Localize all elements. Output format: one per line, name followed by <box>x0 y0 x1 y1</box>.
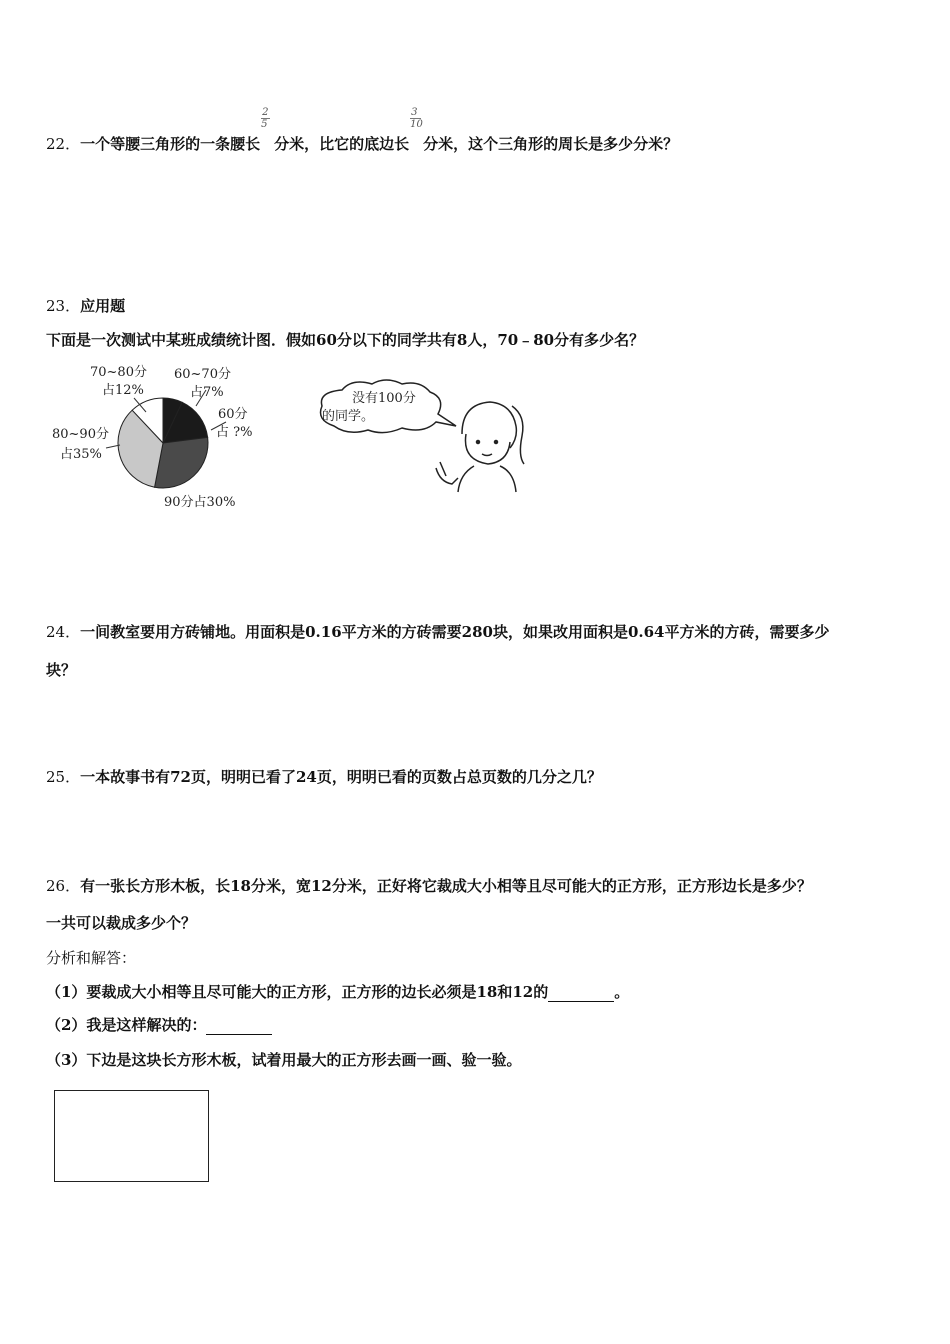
q26-step-3: （3）下边是这块长方形木板，试着用最大的正方形去画一画、验一验。 <box>46 1051 522 1069</box>
q23-title: 应用题 <box>80 297 126 315</box>
girl-hair <box>462 402 516 448</box>
q22-number: 22． <box>46 135 81 153</box>
q26-analysis: 分析和解答： <box>46 949 137 967</box>
q24-text-1: 一间教室要用方砖铺地。用面积是0.16平方米的方砖需要280块，如果改用面积是0.64平方米的方砖，需要多少 <box>80 623 830 641</box>
q22-fraction-1 <box>260 107 274 154</box>
pie-label-80-90: 80~90分 <box>52 427 109 442</box>
q26-step-1 <box>46 982 629 1002</box>
girl-hand <box>436 462 458 484</box>
q24-line-2: 块？ <box>46 661 77 679</box>
q25-line <box>46 767 602 787</box>
q26-number: 26． <box>46 877 81 895</box>
q25-text: 一本故事书有72页，明明已看了24页，明明已看的页数占总页数的几分之几？ <box>80 768 602 786</box>
girl-arm <box>458 466 474 492</box>
speech-line-2: 的同学。 <box>322 409 375 424</box>
speech-bubble <box>321 380 457 433</box>
pie-pct-80-90: 占35% <box>60 447 102 462</box>
q25-number: 25． <box>46 768 81 786</box>
q24-number: 24． <box>46 623 81 641</box>
q23-number: 23． <box>46 297 81 315</box>
q22-fraction-2-den: 10 <box>410 119 423 130</box>
q22-text-1: 一个等腰三角形的一条腰长 <box>80 135 261 153</box>
pie-label-70-80: 70~80分 <box>90 365 147 380</box>
pie-pct-60-70: 占7% <box>190 385 224 400</box>
q23-text: 下面是一次测试中某班成绩统计图．假如60分以下的同学共有8人，70﹣80分有多少名？ <box>46 331 645 349</box>
q26-step-1-text: （1）要裁成大小相等且尽可能大的正方形，正方形的边长必须是18和12的 <box>46 983 549 1001</box>
pie-label-90: 90分占30% <box>164 495 236 510</box>
girl-face <box>465 434 510 464</box>
q22-line <box>46 107 679 154</box>
q22-text-2: 分米，比它的底边长 <box>274 135 410 153</box>
q26-step-1-blank[interactable] <box>548 985 614 1002</box>
q22-fraction-1-num: 2 <box>262 107 269 118</box>
q22-fraction-2-num: 3 <box>411 107 418 118</box>
q24-line-1 <box>46 622 829 642</box>
q22-text-3: 分米，这个三角形的周长是多少分米？ <box>423 135 679 153</box>
q26-line-2: 一共可以裁成多少个？ <box>46 914 197 932</box>
pie-pct-70-80: 占12% <box>102 383 144 398</box>
pie-slices <box>118 398 208 488</box>
score-pie-chart <box>46 360 286 516</box>
girl-illustration <box>312 376 527 498</box>
q26-line-1 <box>46 876 812 896</box>
speech-line-1: 没有100分 <box>352 391 416 406</box>
q26-step-2 <box>46 1015 272 1035</box>
pie-label-60-70: 60~70分 <box>174 367 231 382</box>
q26-step-1-end: 。 <box>614 983 630 1001</box>
q22-fraction-2 <box>409 107 423 154</box>
q22-fraction-1-den: 5 <box>261 119 268 130</box>
q26-step-2-blank[interactable] <box>206 1018 272 1035</box>
pie-label-60: 60分 <box>218 407 248 422</box>
q23-heading <box>46 296 125 316</box>
q26-step-2-text: （2）我是这样解决的： <box>46 1016 207 1034</box>
rectangle-board <box>54 1090 209 1182</box>
q26-text-1: 有一张长方形木板，长18分米，宽12分米，正好将它裁成大小相等且尽可能大的正方形，正方形边长是多少？ <box>80 877 812 895</box>
pie-pct-60: 占 ?% <box>216 425 253 440</box>
